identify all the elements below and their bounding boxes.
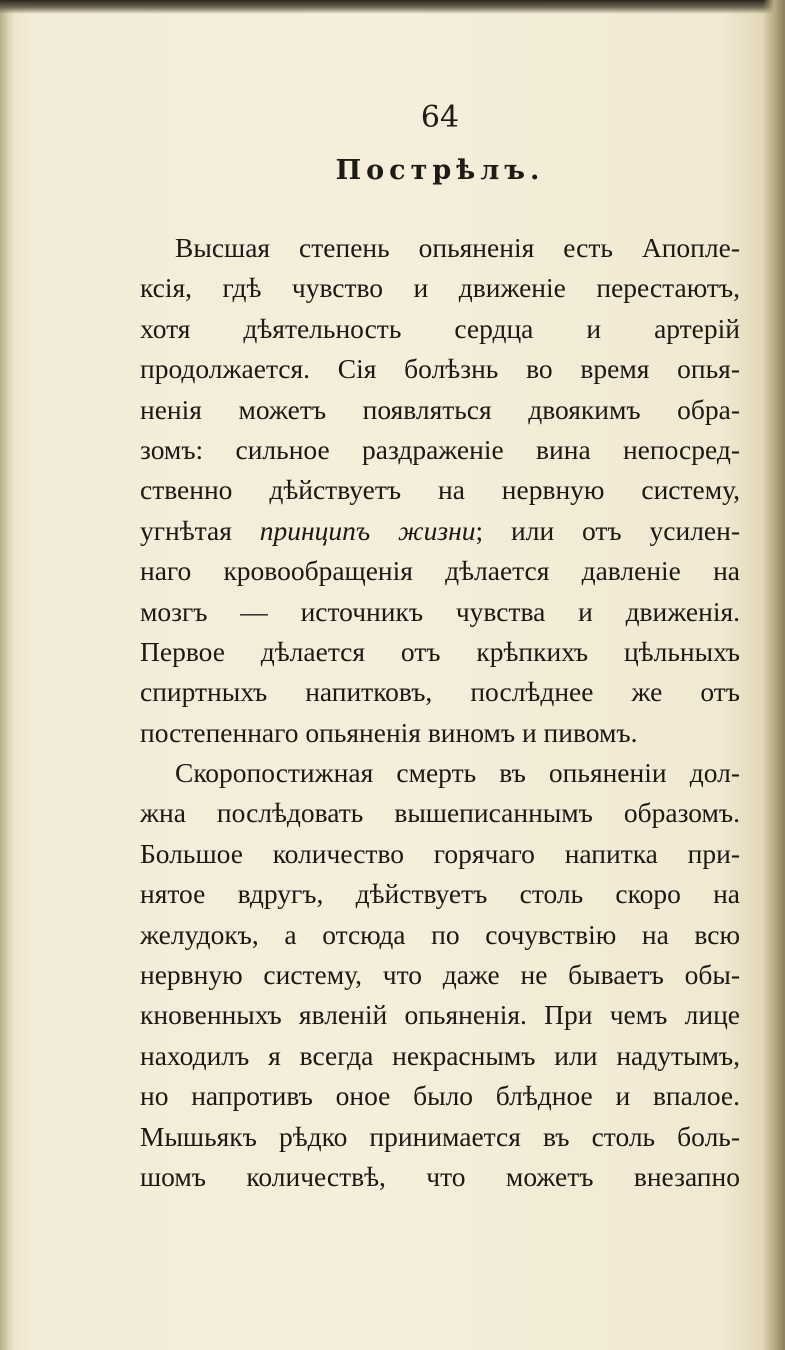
text-line: Большое количество горячаго напитка при- [140,837,740,869]
text-line: нервную систему, что даже не бываетъ обы- [140,959,740,991]
section-heading: Пострѣлъ. [335,155,545,186]
page-number: 64 [420,100,460,135]
text-line: хотя дѣятельность сердца и артерій [140,312,740,344]
text-line: нятое вдругъ, дѣйствуетъ столь скоро на [140,878,740,910]
page-right-edge [763,0,785,1350]
text-line: спиртныхъ напитковъ, послѣднее же отъ [140,676,740,708]
text-line: желудокъ, а отсюда по сочувствію на всю [140,918,740,950]
page-left-edge [0,0,14,1350]
text-line: Мышьякъ рѣдко принимается въ столь боль- [140,1120,740,1152]
text-line: жна послѣдовать вышеписаннымъ образомъ. [140,797,740,829]
text-line: постепеннаго опьяненія виномъ и пивомъ. [140,716,638,748]
text-line: находилъ я всегда некраснымъ или надутымъ, [140,1039,740,1071]
text-line: мозгъ — источникъ чувства и движенія. [140,595,740,627]
text-line: ксія, гдѣ чувство и движеніе перестаютъ, [140,272,740,304]
text-line: но напротивъ оное было блѣдное и впалое. [140,1080,740,1112]
text-line: Первое дѣлается отъ крѣпкихъ цѣльныхъ [140,635,740,667]
text-line: продолжается. Сія болѣзнь во время опья- [140,353,740,385]
text-line: Высшая степень опьяненія есть Апопле- [175,232,740,263]
text-line: ненія можетъ появляться двоякимъ обра- [140,393,740,425]
body-text [140,228,740,1197]
text-line-with-italic: угнѣтая принципъ жизни; или отъ усилен- [140,514,740,546]
text-line: Скоропостижная смерть въ опьяненіи дол- [175,757,740,789]
text-line: шомъ количествѣ, что можетъ внезапно [140,1160,740,1192]
page-top-edge [0,0,785,14]
text-line: зомъ: сильное раздраженіе вина непосред- [140,433,740,465]
text-line: ственно дѣйствуетъ на нервную систему, [140,474,740,506]
text-line: наго кровообращенія дѣлается давленіе на [140,555,740,587]
text-line: кновенныхъ явленій опьяненія. При чемъ лице [140,999,740,1031]
